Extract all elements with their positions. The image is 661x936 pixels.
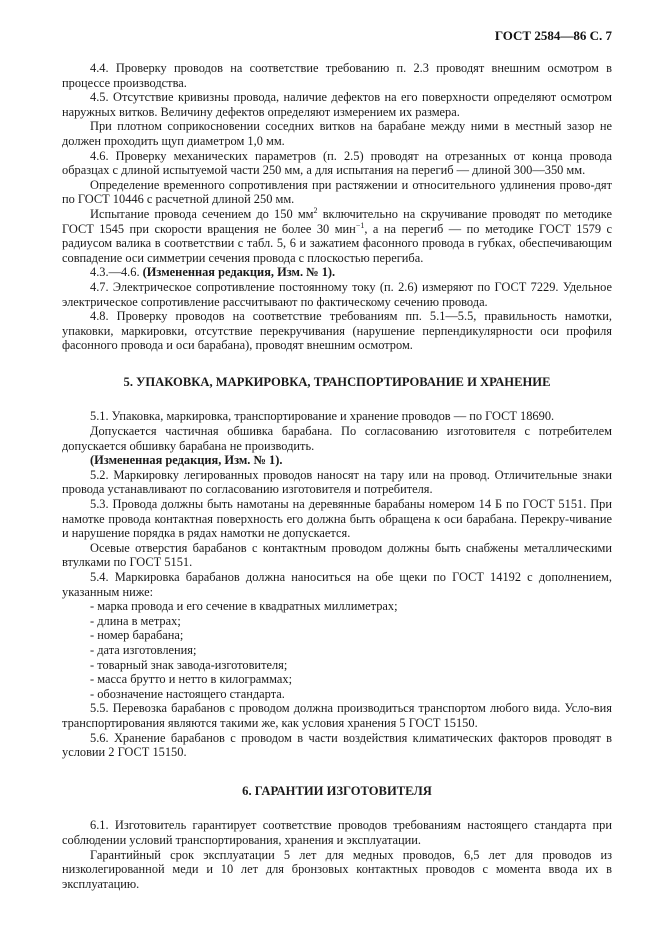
paragraph-5-2: 5.2. Маркировку легированных проводов наносят на тару или на провод. Отличительные знаки провода устанавливают по согласованию изготовителя и потребителя. [62,467,612,497]
document-body [62,0,612,891]
paragraph-4-5-b: При плотном соприкосновении соседних витков на барабане между ними в местный зазор не должен проходить щуп диаметром 1,0 мм. [62,119,612,148]
list-item: - товарный знак завода-изготовителя; [90,657,288,672]
paragraph-5-1-b: Допускается частичная обшивка барабана. По согласованию изготовителя с потребителем допускается обшивку барабана не производить. [62,424,612,453]
paragraph-4-6: 4.6. Проверку механических параметров (п. 2.5) проводят на отрезанных от конца провода образцах с длиной испытуемой части 250 мм, а для испытания на перегиб — длиной 300—350 мм. [62,148,612,178]
section-heading-6: 6. ГАРАНТИИ ИЗГОТОВИТЕЛЯ [242,783,432,798]
amendment-note-4: 4.3.—4.6. (Измененная редакция, Изм. № 1). [90,265,336,280]
list-item: - номер барабана; [90,628,184,643]
section-heading-5: 5. УПАКОВКА, МАРКИРОВКА, ТРАНСПОРТИРОВАНИЕ И ХРАНЕНИЕ [123,374,551,389]
list-item: - дата изготовления; [90,642,197,657]
paragraph-6-1-b: Гарантийный срок эксплуатации 5 лет для медных проводов, 6,5 лет для проводов из низколегированной меди и 10 лет для бронзовых контактных проводов с момента ввода их в эксплуатацию. [62,847,612,891]
paragraph-4-8: 4.8. Проверку проводов на соответствие требованиям пп. 5.1—5.5, правильность намотки, упаковки, маркировки, отсутствие перекручивания (нарушение перпендикулярности оси профиля фасонного провода и оси барабана), проводят внешним осмотром. [62,309,612,353]
paragraph-4-7: 4.7. Электрическое сопротивление постоянному току (п. 2.6) измеряют по ГОСТ 7229. Удельное электрическое сопротивление рассчитывают по фактическому сечению провода. [62,279,612,309]
list-item: - марка провода и его сечение в квадратных миллиметрах; [90,599,398,614]
paragraph-4-5: 4.5. Отсутствие кривизны провода, наличие дефектов на его поверхности определяют осмотром наружных витков. Величину дефектов определяют измерением их размера. [62,90,612,119]
amendment-note-5: (Измененная редакция, Изм. № 1). [90,453,283,468]
paragraph-6-1: 6.1. Изготовитель гарантирует соответствие проводов требованиям настоящего стандарта при соблюдении условий транспортирования, хранения и эксплуатации. [62,818,612,847]
paragraph-5-1: 5.1. Упаковка, маркировка, транспортирование и хранение проводов — по ГОСТ 18690. [90,409,555,424]
list-item: - масса брутто и нетто в килограммах; [90,672,293,687]
page-header: ГОСТ 2584—86 С. 7 [494,28,612,43]
list-item: - обозначение настоящего стандарта. [90,686,285,701]
paragraph-5-5: 5.5. Перевозка барабанов с проводом должна производиться транспортом любого вида. Усло-вия транспортирования являются такими же, как условия хранения 5 ГОСТ 15150. [62,701,612,730]
paragraph-4-4: 4.4. Проверку проводов на соответствие требованию п. 2.3 проводят внешним осмотром в процессе производства. [62,61,612,90]
paragraph-4-6-b: Определение временного сопротивления при растяжении и относительного удлинения прово-дят по ГОСТ 10446 с расчетной длиной 250 мм. [62,177,612,207]
paragraph-5-4: 5.4. Маркировка барабанов должна наноситься на обе щеки по ГОСТ 14192 с дополнением, указанным ниже: [62,570,612,599]
list-item: - длина в метрах; [90,613,181,628]
paragraph-5-3-b: Осевые отверстия барабанов с контактным проводом должны быть снабжены металлическими втулками по ГОСТ 5151. [62,540,612,570]
paragraph-5-6: 5.6. Хранение барабанов с проводом в части воздействия климатических факторов проводят в условии 2 ГОСТ 15150. [62,730,612,760]
paragraph-5-3: 5.3. Провода должны быть намотаны на деревянные барабаны номером 14 Б по ГОСТ 5151. При намотке провода контактная поверхность его должна быть обращена к оси барабана. Перекру-чивание и нарушение порядка в рядах намотки не допускается. [62,497,612,541]
paragraph-4-6-c: Испытание провода сечением до 150 $мм^2$ включительно на скручивание проводят по методике ГОСТ 1545 при скорости вращения не более 30 мин$^{-1}$, а на перегиб — по методике ГОСТ 1579 с радиусом валика в соответствии с табл. 5, 6 и зажатием фасонного провода в губках, обеспечивающим совпадение оси симметрии сечения провода с плоскостью перегиба. [62,205,613,265]
